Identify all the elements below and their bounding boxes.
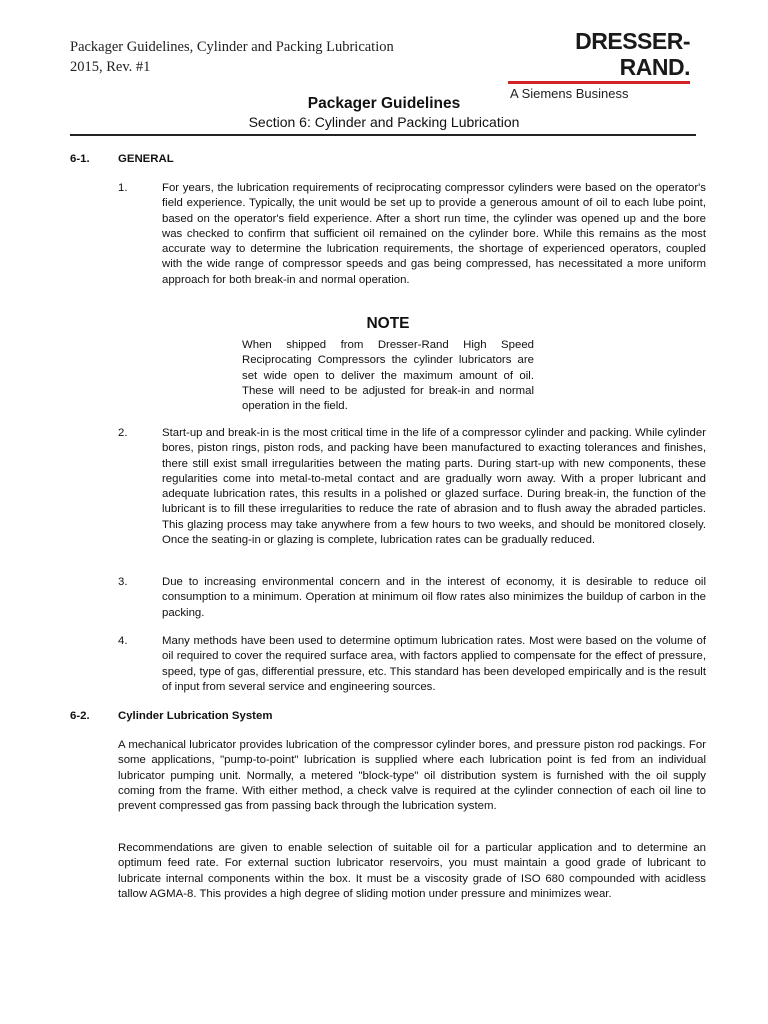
item-paragraph: Many methods have been used to determine optimum lubrication rates. Most were based on the volume of oil required to cover the required surface area, with factors applied to compensate for the effect of pressure, speed, type of gas, differential pressure, etc. This standard has been developed empirically and is the result of input from several service and engineering sources. <box>162 635 706 693</box>
item-paragraph: Due to increasing environmental concern and in the interest of economy, it is desirable to reduce oil consumption to a minimum. Operation at minimum oil flow rates also minimizes the buildup of carbon in the packing. <box>162 576 706 619</box>
header-doc-title: Packager Guidelines, Cylinder and Packing Lubrication <box>70 39 394 55</box>
section-paragraph: A mechanical lubricator provides lubrication of the compressor cylinder bores, and pressure piston rod packings. For some applications, "pump-to-point" lubrication is supplied where each lubrication point is fed from an individual lubricator pumping unit. Normally, a metered "block-type" oil distribution system is furnished with the oil supply coming from the frame. With either method, a check valve is required at the cylinder connection of each oil line to prevent compressed gas from passing back through the lubrication system. <box>118 739 706 813</box>
item-number: 1. <box>118 182 128 194</box>
logo-wordmark: DRESSER-RAND. <box>575 28 690 80</box>
logo-tagline: A Siemens Business <box>510 86 629 101</box>
header-revision: 2015, Rev. #1 <box>70 59 151 75</box>
section-paragraph: Recommendations are given to enable selection of suitable oil for a particular application and to determine an optimum feed rate. For external suction lubricator reservoirs, you must maintain a good grade of lubricant to lubricate internal components within the box. It must be a viscosity grade of ISO 680 compounded with acidless tallow AGMA-8. This provides a high degree of sliding motion under pressure and minimizes wear. <box>118 842 706 900</box>
section-number: 6-2. <box>70 710 90 722</box>
title-divider <box>70 134 696 136</box>
page-title: Packager Guidelines <box>307 95 461 112</box>
section-heading: GENERAL <box>118 153 174 165</box>
item-paragraph: For years, the lubrication requirements of reciprocating compressor cylinders were based on the operator's field experience. Typically, the unit would be set up to provide a generous amount of oil to each lube point, based on the operator's field experience. After a short run time, the cylinder was opened up and the bore was checked to confirm that sufficient oil remained on the cylinder bore. While this remains as the most accurate way to determine the lubrication requirements, the shortage of experienced operators, coupled with the wide range of compressor speeds and gas being compressed, has necessitated a more uniform approach for both break-in and normal operation. <box>162 182 706 286</box>
document-header <box>70 37 394 77</box>
item-paragraph: Start-up and break-in is the most critical time in the life of a compressor cylinder and packing. While cylinder bores, piston rings, piston rods, and packing have been manufactured to exacting tolerances and finishes, there still exist small irregularities between the mating parts. During start-up with new components, these regularities come into metal-to-metal contact and are gradually worn away. With a proper lubricant and adequate lubrication rates, this results in a polished or glazed surface. During break-in, the function of the lubricant is to fill these irregularities to reduce the rate of abrasion and to flush away the abraded particles. This glazing process may take anywhere from a few hours to two weeks, and should be monitored closely. Once the seating-in or glazing is complete, lubrication rates can be gradually reduced. <box>162 427 706 547</box>
note-text: When shipped from Dresser-Rand High Speed Reciprocating Compressors the cylinder lubricators are set wide open to deliver the maximum amount of oil. These will need to be adjusted for break-in and normal operation in the field. <box>242 339 534 413</box>
section-number: 6-1. <box>70 153 90 165</box>
dresser-rand-logo <box>508 28 690 101</box>
page-subtitle: Section 6: Cylinder and Packing Lubrication <box>248 114 520 130</box>
logo-red-rule <box>508 81 690 84</box>
note-title: NOTE <box>366 315 410 332</box>
section-heading: Cylinder Lubrication System <box>118 710 273 722</box>
item-number: 3. <box>118 576 128 588</box>
item-number: 4. <box>118 635 128 647</box>
item-number: 2. <box>118 427 128 439</box>
